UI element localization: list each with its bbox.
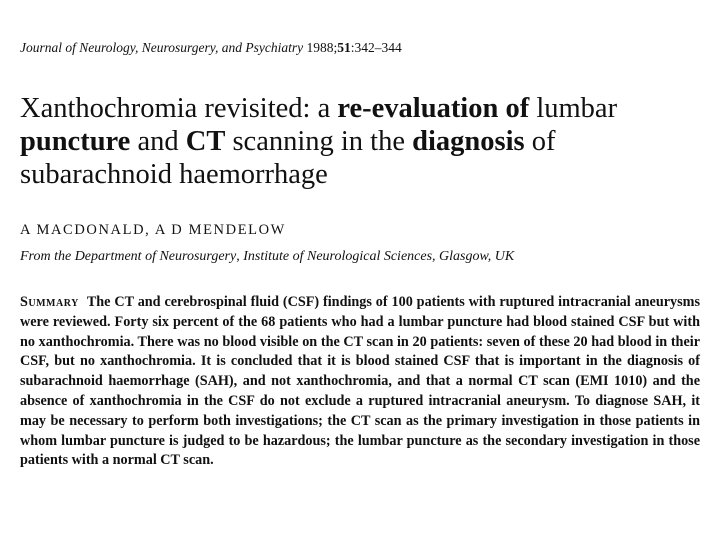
abstract-summary xyxy=(20,293,700,471)
title-segment: Xanthochromia revisited xyxy=(20,93,303,124)
title-segment: scanning in the xyxy=(225,126,413,157)
title-line-1 xyxy=(20,92,710,125)
author-list xyxy=(20,222,286,239)
summary-text: The CT and cerebrospinal fluid (CSF) findings of 100 patients with ruptured intracranial aneurysms were reviewed. Forty six percent of the 68 patients who had a lumbar puncture had blood stained CSF but with no xanthochromia. There was no blood visible on the CT scan in 20 patients: seven of these 20 had blood in their CSF, but no xanthochromia. It is concluded that it is blood stained CSF that is important in the diagnosis of subarachnoid haemorrhage (SAH), and not xanthochromia, and that a normal CT scan (EMI 1010) and the absence of xanthochromia in the CSF do not exclude a ruptured intracranial aneurysm. To diagnose SAH, it may be necessary to perform both investigations; the CT scan as the primary investigation in those patients in whom lumbar puncture is judged to be hazardous; the lumbar puncture as the secondary investigation in those patients with a normal CT scan. xyxy=(20,294,700,469)
summary-label: Summary xyxy=(20,294,79,310)
title-line-3: subarachnoid haemorrhage xyxy=(20,159,328,190)
affiliation-separator: , xyxy=(236,249,244,264)
journal-name: Journal of Neurology, Neurosurgery, and Psychiatry xyxy=(20,40,304,55)
article-title xyxy=(20,92,710,191)
title-segment: : a xyxy=(302,93,338,124)
title-segment: re-evaluation of xyxy=(337,93,530,124)
author-separator: , xyxy=(145,222,155,238)
publication-year: 1988; xyxy=(306,40,338,55)
affiliation-institute: Institute of Neurological Sciences, Glasgow, UK xyxy=(243,249,515,264)
title-segment: CT xyxy=(185,126,226,157)
affiliation-department: From the Department of Neurosurgery xyxy=(20,249,237,264)
title-segment: of xyxy=(524,126,556,157)
title-line-2 xyxy=(20,125,710,158)
page-range: :342–344 xyxy=(350,40,402,55)
title-segment: diagnosis xyxy=(412,126,525,157)
author-name: A D MENDELOW xyxy=(154,222,286,238)
title-segment: puncture xyxy=(20,126,131,157)
affiliation xyxy=(20,249,514,265)
volume-number: 51 xyxy=(337,40,351,55)
title-segment: and xyxy=(130,126,186,157)
title-segment: lumbar xyxy=(529,93,618,124)
author-name: A MACDONALD xyxy=(20,222,146,238)
journal-citation xyxy=(20,40,402,56)
